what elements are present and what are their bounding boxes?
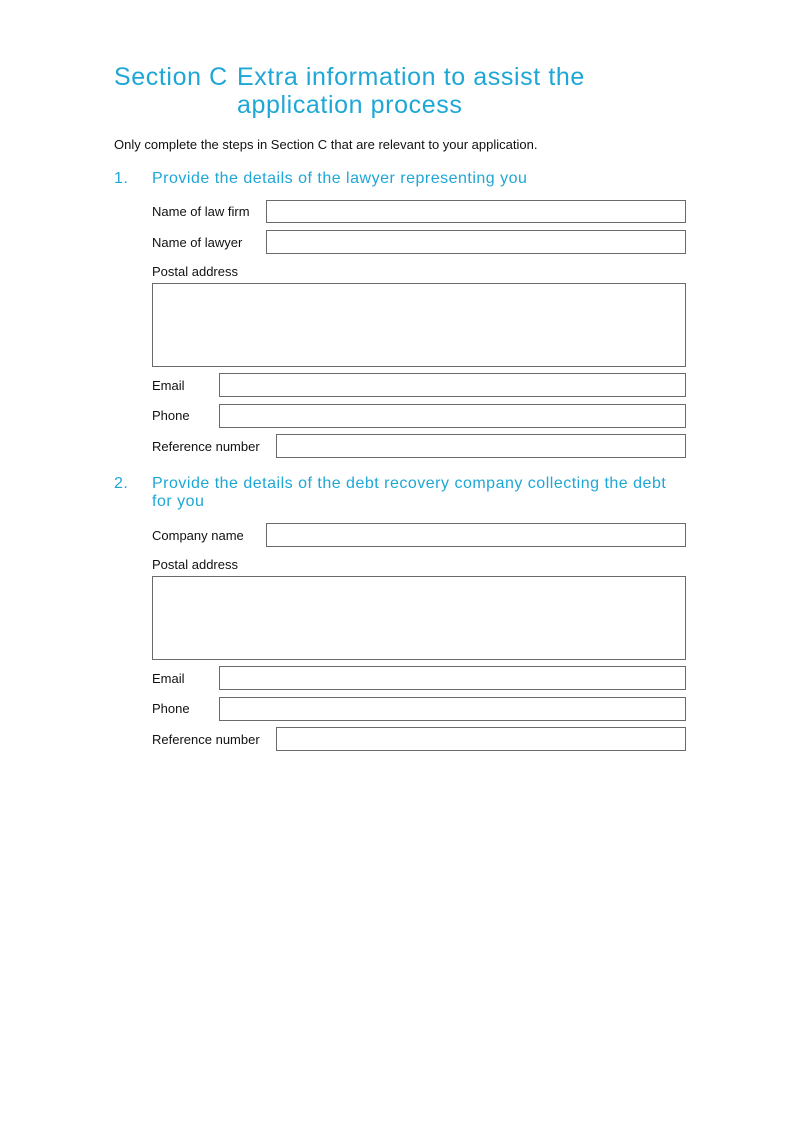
section-label: Section C xyxy=(114,63,228,91)
step1-heading: Provide the details of the lawyer representing you xyxy=(152,170,528,187)
lawyer-phone-label: Phone xyxy=(152,408,190,423)
lawyer-reference-input[interactable] xyxy=(276,434,686,458)
law-firm-label: Name of law firm xyxy=(152,204,250,219)
step2-heading-line1: Provide the details of the debt recovery company collecting the debt xyxy=(152,475,667,492)
lawyer-phone-input[interactable] xyxy=(219,404,686,428)
lawyer-email-input[interactable] xyxy=(219,373,686,397)
company-email-input[interactable] xyxy=(219,666,686,690)
company-input[interactable] xyxy=(266,523,686,547)
lawyer-postal-label: Postal address xyxy=(152,264,238,279)
page-title-line2: application process xyxy=(237,91,463,119)
lawyer-label: Name of lawyer xyxy=(152,235,243,250)
law-firm-input[interactable] xyxy=(266,200,686,223)
company-email-label: Email xyxy=(152,671,185,686)
company-postal-label: Postal address xyxy=(152,557,238,572)
intro-text: Only complete the steps in Section C that are relevant to your application. xyxy=(114,137,538,152)
company-phone-input[interactable] xyxy=(219,697,686,721)
lawyer-email-label: Email xyxy=(152,378,185,393)
step2-heading-line2: for you xyxy=(152,493,205,510)
company-label: Company name xyxy=(152,528,244,543)
lawyer-input[interactable] xyxy=(266,230,686,254)
step2-number: 2. xyxy=(114,475,129,492)
lawyer-postal-input[interactable] xyxy=(152,283,686,367)
step1-number: 1. xyxy=(114,170,129,187)
page-title-line1: Extra information to assist the xyxy=(237,63,585,91)
company-postal-input[interactable] xyxy=(152,576,686,660)
company-reference-input[interactable] xyxy=(276,727,686,751)
company-phone-label: Phone xyxy=(152,701,190,716)
company-reference-label: Reference number xyxy=(152,732,260,747)
lawyer-reference-label: Reference number xyxy=(152,439,260,454)
